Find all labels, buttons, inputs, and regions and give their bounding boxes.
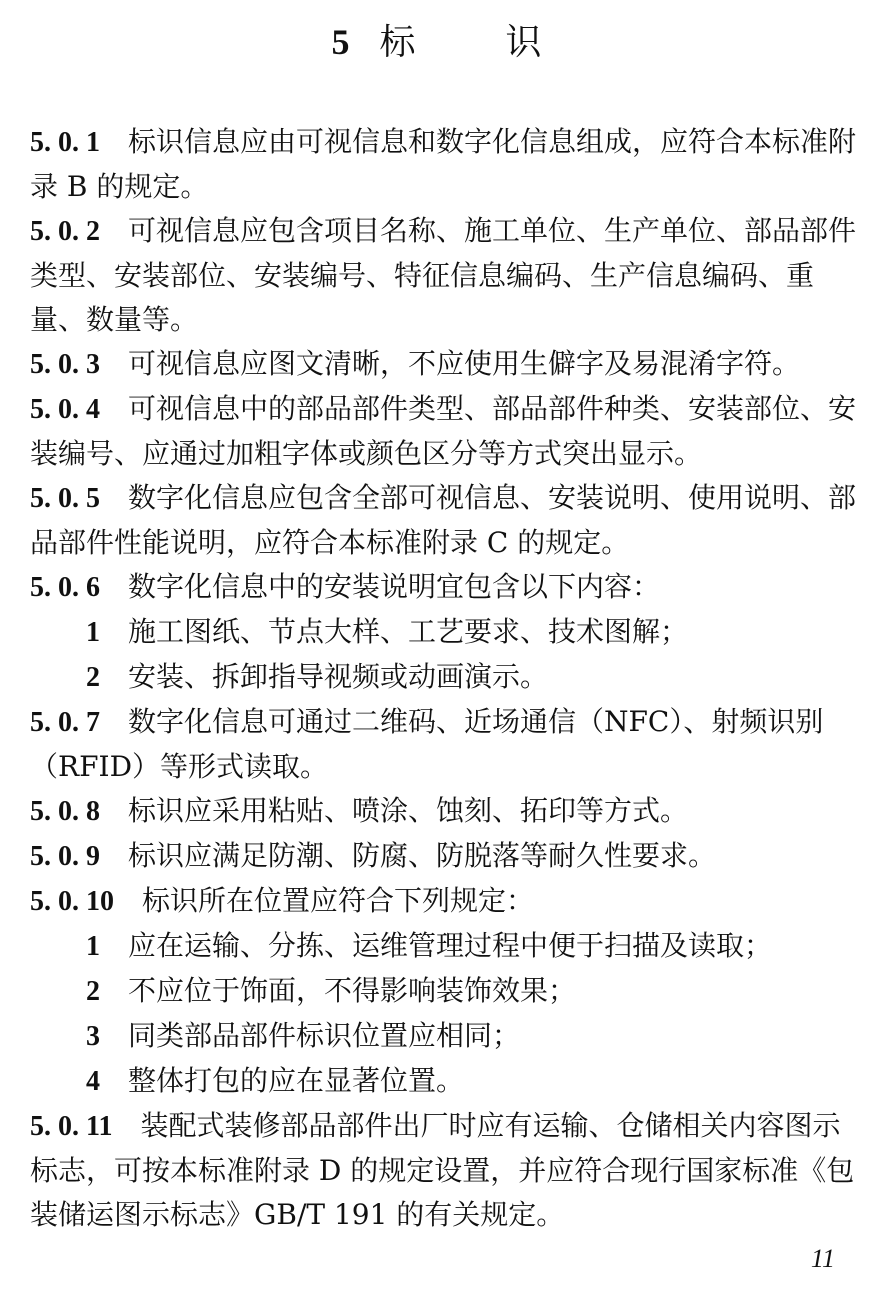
chapter-title <box>0 18 873 67</box>
clause-number: 5. 0. 9 <box>30 841 100 872</box>
clause-number: 5. 0. 1 <box>30 127 100 158</box>
clause-number: 5. 0. 5 <box>30 483 100 514</box>
item-text: 整体打包的应在显著位置。 <box>128 1064 465 1097</box>
clause-5-0-8 <box>30 789 856 834</box>
clause-5-0-6 <box>30 565 856 610</box>
item-number: 3 <box>86 1021 100 1052</box>
clause-5-0-7 <box>30 700 856 789</box>
item-text: 施工图纸、节点大样、工艺要求、技术图解； <box>128 615 689 648</box>
clause-text: 标识应满足防潮、防腐、防脱落等耐久性要求。 <box>128 839 717 872</box>
chapter-title-char-2: 识 <box>505 22 542 63</box>
clause-number: 5. 0. 8 <box>30 796 100 827</box>
item-number: 2 <box>86 662 100 693</box>
item-text: 同类部品部件标识位置应相同； <box>128 1019 521 1052</box>
clause-5-0-10-item-2 <box>30 969 856 1014</box>
clause-number: 5. 0. 10 <box>30 886 114 917</box>
clause-text: 数字化信息应包含全部可视信息、安装说明、使用说明、部品部件性能说明，应符合本标准附录 C 的规定。 <box>30 481 857 559</box>
clause-5-0-10-item-1 <box>30 924 856 969</box>
clause-text: 数字化信息中的安装说明宜包含以下内容： <box>128 570 661 603</box>
clause-text: 可视信息应包含项目名称、施工单位、生产单位、部品部件类型、安装部位、安装编号、特征信息编码、生产信息编码、重量、数量等。 <box>30 214 857 336</box>
clause-5-0-11 <box>30 1104 856 1237</box>
clause-text: 可视信息应图文清晰，不应使用生僻字及易混淆字符。 <box>128 347 801 380</box>
chapter-number: 5 <box>331 22 350 62</box>
clause-number: 5. 0. 3 <box>30 349 100 380</box>
clause-5-0-4 <box>30 387 856 476</box>
clause-number: 5. 0. 2 <box>30 216 100 247</box>
clause-number: 5. 0. 6 <box>30 572 100 603</box>
clause-5-0-10-item-4 <box>30 1059 856 1104</box>
clause-list <box>30 120 856 1237</box>
clause-5-0-9 <box>30 834 856 879</box>
clause-5-0-10 <box>30 879 856 924</box>
clause-5-0-1 <box>30 120 856 209</box>
clause-5-0-6-item-1 <box>30 610 856 655</box>
item-number: 1 <box>86 931 100 962</box>
clause-5-0-2 <box>30 209 856 342</box>
clause-text: 可视信息中的部品部件类型、部品部件种类、安装部位、安装编号、应通过加粗字体或颜色区分等方式突出显示。 <box>30 392 857 470</box>
page-number: 11 <box>810 1244 835 1273</box>
clause-text: 标识所在位置应符合下列规定： <box>142 884 535 917</box>
item-text: 应在运输、分拣、运维管理过程中便于扫描及读取； <box>128 929 773 962</box>
item-number: 2 <box>86 976 100 1007</box>
clause-number: 5. 0. 7 <box>30 707 100 738</box>
chapter-title-char-1: 标 <box>379 22 416 63</box>
clause-5-0-10-item-3 <box>30 1014 856 1059</box>
item-number: 1 <box>86 617 100 648</box>
clause-text: 装配式装修部品部件出厂时应有运输、仓储相关内容图示标志，可按本标准附录 D 的规定设置，并应符合现行国家标准《包装储运图示标志》GB/T 191 的有关规定。 <box>30 1109 855 1231</box>
item-number: 4 <box>86 1066 100 1097</box>
clause-5-0-5 <box>30 476 856 565</box>
clause-text: 标识应采用粘贴、喷涂、蚀刻、拓印等方式。 <box>128 794 689 827</box>
clause-text: 数字化信息可通过二维码、近场通信（NFC）、射频识别（RFID）等形式读取。 <box>30 705 824 783</box>
clause-number: 5. 0. 4 <box>30 394 100 425</box>
clause-number: 5. 0. 11 <box>30 1111 113 1142</box>
clause-5-0-3 <box>30 342 856 387</box>
clause-text: 标识信息应由可视信息和数字化信息组成，应符合本标准附录 B 的规定。 <box>30 125 857 203</box>
clause-5-0-6-item-2 <box>30 655 856 700</box>
item-text: 安装、拆卸指导视频或动画演示。 <box>128 660 549 693</box>
item-text: 不应位于饰面，不得影响装饰效果； <box>128 974 577 1007</box>
